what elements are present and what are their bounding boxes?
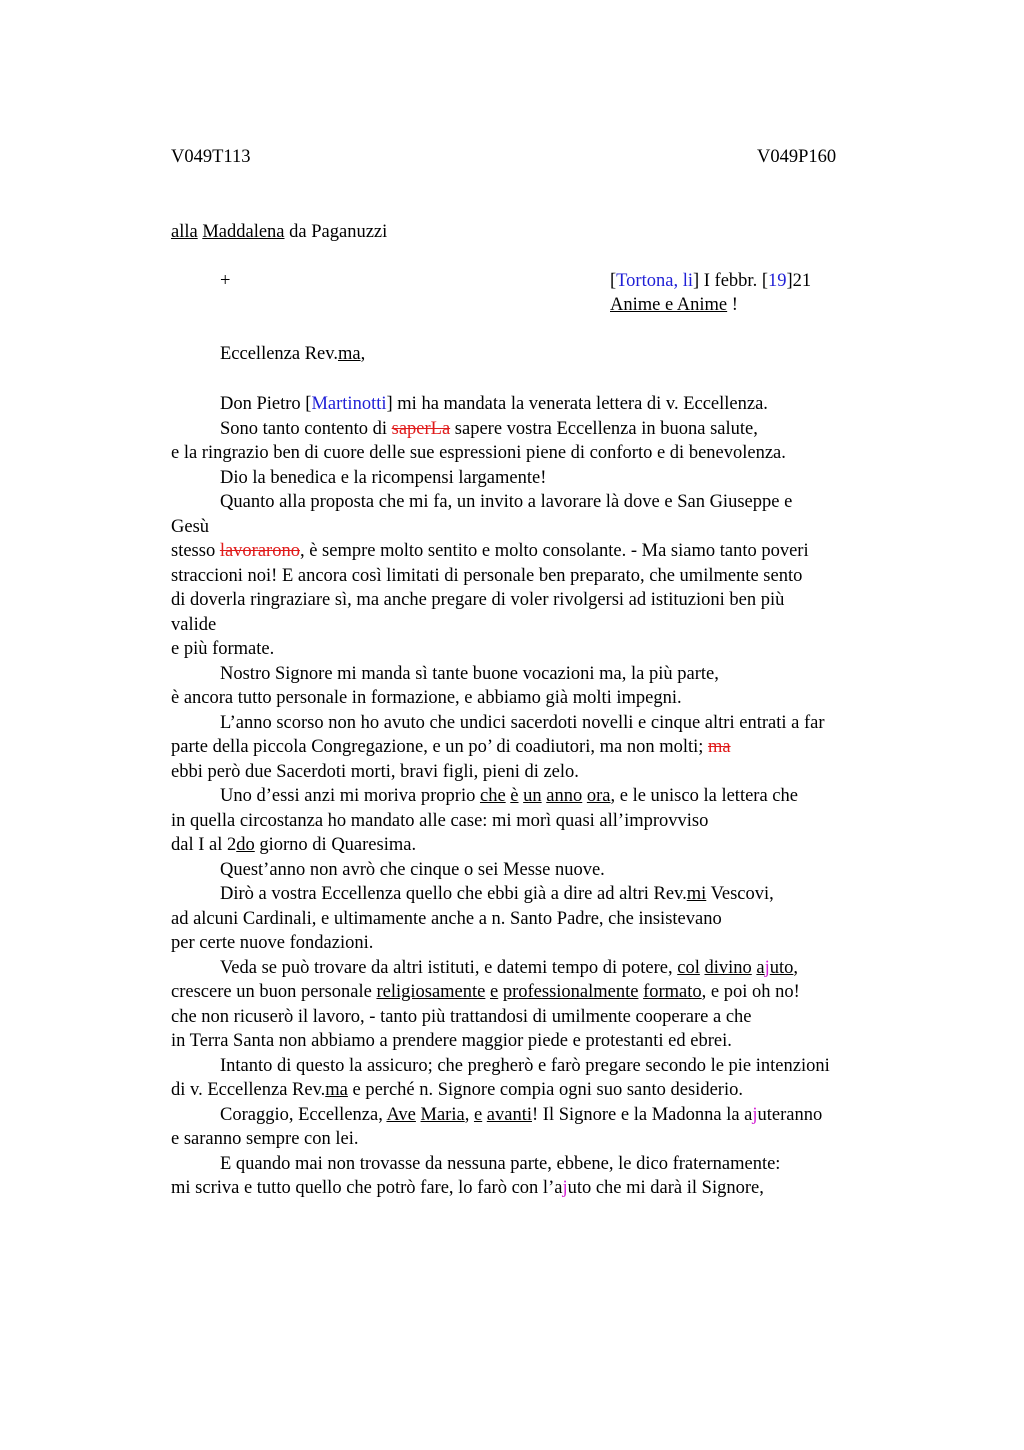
body-line [171, 515, 911, 540]
text-run: Dirò a vostra Eccellenza quello che ebbi già a dire ad altri Rev. [220, 884, 687, 904]
body-line [171, 1005, 911, 1030]
text-run: Don Pietro [ [220, 394, 312, 414]
text-run: e perché n. Signore compia ogni suo santo desiderio. [347, 1080, 743, 1100]
text-run: Veda se può trovare da altri istituti, e datemi tempo di potere, [220, 957, 678, 978]
text-run: e saranno sempre con lei. [171, 1129, 359, 1149]
body-line [171, 588, 911, 613]
body-line [171, 809, 911, 834]
text-run: , [464, 1104, 474, 1125]
body-line [171, 956, 911, 981]
text-run: stesso [171, 541, 220, 561]
text-run: per certe nuove fondazioni. [171, 933, 374, 953]
underlined-text: anno [546, 786, 583, 806]
body-line [171, 735, 911, 760]
text-run: Quanto alla proposta che mi fa, un invito a lavorare là dove e San Giuseppe e [220, 492, 793, 512]
text-run: valide [171, 614, 217, 635]
header-left-code: V049T113 [171, 147, 251, 167]
letter-variant: j [752, 1104, 758, 1125]
text-run: , e poi oh no! [701, 982, 800, 1002]
text-run: , e le unisco la lettera che [610, 786, 798, 806]
body-line [171, 490, 911, 515]
salutation-post: , [360, 344, 366, 364]
addressee-name: Maddalena [202, 222, 285, 242]
cross-mark: + [220, 271, 231, 291]
addressee-rest: da Paganuzzi [289, 222, 388, 242]
text-run: straccioni noi! E ancora così limitati di personale ben preparato, che umilmente sento [171, 565, 803, 586]
deleted-text: ma [708, 737, 731, 757]
body-line [171, 1054, 911, 1079]
dateline-date: ] I febbr. [ [692, 271, 768, 291]
underlined-text: e [473, 1104, 483, 1125]
text-run: Gesù [171, 516, 210, 537]
text-run: che non ricuserò il lavoro, - tanto più trattandosi di umilmente cooperare a che [171, 1006, 752, 1027]
deleted-text: lavorarono [219, 541, 300, 561]
underlined-text: ora [586, 786, 611, 806]
salutation-pre: Eccellenza Rev. [220, 344, 338, 364]
body-line [171, 637, 911, 662]
salutation-abbrev: ma [337, 344, 361, 364]
body-line [171, 858, 911, 883]
text-run: Coraggio, Eccellenza, [220, 1104, 387, 1125]
body-line [171, 833, 911, 858]
underlined-text: un [523, 786, 542, 806]
text-run: e la ringrazio ben di cuore delle sue espressioni piene di conforto e di benevolenza. [171, 443, 786, 463]
body-line [171, 417, 911, 442]
text-run: Uno d’essi anzi mi moriva proprio [220, 786, 480, 806]
underlined-text: che [479, 786, 506, 806]
body-line [171, 1029, 911, 1054]
text-run: Sono tanto contento di [220, 418, 392, 439]
editorial-insertion: Martinotti [311, 394, 387, 414]
body-line [171, 466, 911, 491]
text-run: e più formate. [171, 639, 275, 659]
letter-variant: j [562, 1178, 568, 1198]
text-run: E quando mai non trovasse da nessuna parte, ebbene, le dico fraternamente: [220, 1153, 781, 1174]
underlined-text: Ave [386, 1104, 416, 1125]
text-run: ebbi però due Sacerdoti morti, bravi figli, pieni di zelo. [171, 761, 579, 782]
text-run: Vescovi, [706, 884, 774, 904]
salutation [220, 344, 365, 365]
underlined-text: e [490, 982, 499, 1002]
text-run: in quella circostanza ho mandato alle case: mi morì quasi all’improvviso [171, 810, 709, 831]
body-line [171, 686, 911, 711]
body-line [171, 564, 911, 589]
motto-end: ! [727, 295, 738, 315]
text-run: Quest’anno non avrò che cinque o sei Messe nuove. [220, 859, 605, 880]
text-run: è ancora tutto personale in formazione, e abbiamo già molti impegni. [171, 688, 682, 708]
body-line [171, 1127, 911, 1152]
dateline-bracket: [ [610, 271, 617, 291]
text-run: uto che mi darà il Signore, [567, 1178, 764, 1198]
text-run: di doverla ringraziare sì, ma anche pregare di voler rivolgersi ad istituzioni ben più [171, 590, 785, 610]
underlined-text: mi [686, 884, 707, 904]
underlined-text: professionalmente [502, 982, 639, 1002]
text-run: giorno di Quaresima. [254, 835, 417, 855]
letter-body [171, 392, 911, 1201]
text-run: in Terra Santa non abbiamo a prendere maggior piede e protestanti ed ebrei. [171, 1031, 732, 1051]
text-run: dal I al 2 [171, 835, 237, 855]
motto [610, 295, 738, 316]
text-run: ad alcuni Cardinali, e ultimamente anche a n. Santo Padre, che insistevano [171, 908, 722, 929]
body-line [171, 907, 911, 932]
text-run: , è sempre molto sentito e molto consolante. - Ma siamo tanto poveri [299, 541, 809, 561]
underlined-text: col [677, 957, 700, 978]
underlined-text: Maria [420, 1104, 465, 1125]
underlined-text: religiosamente [376, 982, 486, 1002]
text-run: di v. Eccellenza Rev. [171, 1080, 326, 1100]
header-right-code: V049P160 [757, 147, 837, 167]
body-line [171, 760, 911, 785]
body-line [171, 392, 911, 417]
underlined-text: ma [325, 1080, 348, 1100]
body-line [171, 1152, 911, 1177]
body-line [171, 980, 911, 1005]
body-line [171, 1078, 911, 1103]
body-line [171, 931, 911, 956]
underlined-text: è [510, 786, 519, 806]
body-line [171, 711, 911, 736]
underlined-text: a [756, 957, 765, 978]
addressee-word: alla [171, 222, 198, 242]
body-line [171, 1103, 911, 1128]
body-line [171, 662, 911, 687]
text-run: uteranno [757, 1104, 823, 1125]
body-line [171, 784, 911, 809]
body-line [171, 539, 911, 564]
body-line [171, 613, 911, 638]
text-run: crescere un buon personale [171, 982, 377, 1002]
body-line [171, 441, 911, 466]
underlined-text: formato [643, 982, 702, 1002]
underlined-text: divino [704, 957, 752, 978]
text-run: , [793, 957, 798, 978]
letter-variant: j [764, 957, 770, 978]
text-run: ] mi ha mandata la venerata lettera di v. Eccellenza. [386, 394, 768, 414]
underlined-text: uto [769, 957, 794, 978]
motto-text: Anime e Anime [610, 295, 728, 315]
text-run: Dio la benedica e la ricompensi largamente! [220, 467, 547, 488]
text-run: mi scriva e tutto quello che potrò fare, lo farò con l’a [171, 1178, 563, 1198]
underlined-text: do [236, 835, 255, 855]
text-run: Nostro Signore mi manda sì tante buone vocazioni ma, la più parte, [220, 663, 719, 684]
deleted-text: saperLa [391, 418, 451, 439]
text-run: ! Il Signore e la Madonna la a [532, 1104, 753, 1125]
dateline-place: Tortona, li [616, 271, 693, 291]
text-run: sapere vostra Eccellenza in buona salute, [450, 418, 758, 439]
body-line [171, 1176, 911, 1201]
addressee [171, 222, 387, 243]
dateline [610, 271, 811, 292]
body-line [171, 882, 911, 907]
text-run: L’anno scorso non ho avuto che undici sacerdoti novelli e cinque altri entrati a far [220, 712, 825, 733]
dateline-century: 19 [767, 271, 787, 291]
underlined-text: avanti [486, 1104, 532, 1125]
text-run: parte della piccola Congregazione, e un po’ di coadiutori, ma non molti; [171, 737, 709, 757]
dateline-year: ]21 [786, 271, 812, 291]
text-run: Intanto di questo la assicuro; che pregherò e farò pregare secondo le pie intenzioni [220, 1055, 830, 1076]
